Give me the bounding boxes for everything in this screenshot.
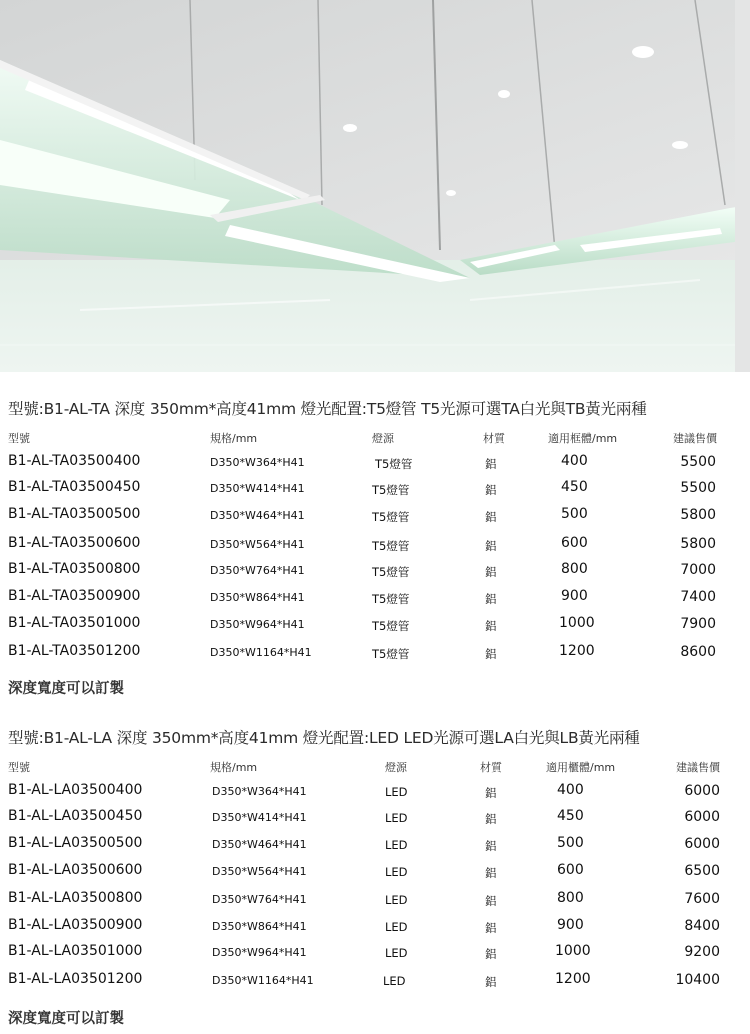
cell-material: 鋁 (485, 812, 497, 826)
cell-price: 8600 (680, 644, 716, 660)
cell-model: B1-AL-LA03500400 (8, 782, 143, 798)
cell-frame: 600 (561, 535, 588, 551)
cell-spec: D350*W864*H41 (210, 591, 305, 604)
cell-frame: 500 (561, 506, 588, 522)
cell-model: B1-AL-LA03500500 (8, 835, 143, 851)
header-material: 材質 (483, 432, 505, 445)
cell-model: B1-AL-LA03501200 (8, 971, 143, 987)
cell-source: LED (385, 811, 408, 825)
cell-price: 5500 (680, 480, 716, 496)
cell-frame: 400 (557, 782, 584, 798)
cell-spec: D350*W414*H41 (212, 811, 307, 824)
cell-source: T5燈管 (372, 619, 410, 633)
cell-model: B1-AL-TA03500450 (8, 479, 141, 495)
header-spec: 規格/mm (210, 761, 258, 774)
cell-model: B1-AL-TA03500400 (8, 453, 141, 469)
cell-frame: 450 (561, 479, 588, 495)
custom-size-note: 深度寬度可以訂製 (8, 1011, 124, 1027)
cell-spec: D350*W414*H41 (210, 482, 305, 495)
header-model: 型號 (8, 432, 30, 445)
cell-material: 鋁 (485, 483, 497, 497)
cell-spec: D350*W564*H41 (210, 538, 305, 551)
cell-spec: D350*W864*H41 (212, 920, 307, 933)
header-spec: 規格/mm (210, 432, 258, 445)
cell-source: T5燈管 (372, 647, 410, 661)
cell-material: 鋁 (485, 866, 497, 880)
cell-source: T5燈管 (375, 457, 413, 471)
cell-frame: 400 (561, 453, 588, 469)
cell-frame: 800 (561, 561, 588, 577)
header-model: 型號 (8, 761, 30, 774)
cell-model: B1-AL-TA03501000 (8, 615, 141, 631)
cell-price: 6000 (684, 783, 720, 799)
header-source: 燈源 (372, 432, 394, 445)
cell-model: B1-AL-LA03501000 (8, 943, 143, 959)
header-material: 材質 (480, 761, 502, 774)
cell-price: 6000 (684, 836, 720, 852)
section-title: 型號:B1-AL-LA 深度 350mm*高度41mm 燈光配置:LED LED光源可選LA白光與LB黃光兩種 (8, 729, 640, 747)
cell-material: 鋁 (485, 592, 497, 606)
cell-model: B1-AL-TA03500500 (8, 506, 141, 522)
section-title: 型號:B1-AL-TA 深度 350mm*高度41mm 燈光配置:T5燈管 T5光源可選TA白光與TB黃光兩種 (8, 400, 647, 418)
cell-spec: D350*W364*H41 (212, 785, 307, 798)
cell-source: LED (385, 920, 408, 934)
cell-model: B1-AL-TA03500900 (8, 588, 141, 604)
cell-source: T5燈管 (372, 539, 410, 553)
cell-price: 7900 (680, 616, 716, 632)
cell-price: 7000 (680, 562, 716, 578)
header-source: 燈源 (385, 761, 407, 774)
cell-frame: 1000 (559, 615, 595, 631)
cell-frame: 1200 (559, 643, 595, 659)
cell-material: 鋁 (485, 647, 497, 661)
cell-price: 5800 (680, 507, 716, 523)
cell-frame: 800 (557, 890, 584, 906)
cell-spec: D350*W564*H41 (212, 865, 307, 878)
cell-spec: D350*W764*H41 (210, 564, 305, 577)
cell-price: 6000 (684, 809, 720, 825)
cell-spec: D350*W764*H41 (212, 893, 307, 906)
cell-price: 8400 (684, 918, 720, 934)
cell-frame: 900 (561, 588, 588, 604)
product-photo (0, 0, 750, 372)
cell-price: 7600 (684, 891, 720, 907)
cell-material: 鋁 (485, 839, 497, 853)
cell-spec: D350*W464*H41 (210, 509, 305, 522)
cell-material: 鋁 (485, 786, 497, 800)
cell-frame: 900 (557, 917, 584, 933)
cell-model: B1-AL-LA03500450 (8, 808, 143, 824)
cell-spec: D350*W364*H41 (210, 456, 305, 469)
cell-source: T5燈管 (372, 483, 410, 497)
cell-source: LED (385, 838, 408, 852)
header-frame: 適用框體/mm (548, 432, 618, 445)
cell-source: LED (385, 893, 408, 907)
cell-frame: 600 (557, 862, 584, 878)
cell-model: B1-AL-TA03500600 (8, 535, 141, 551)
cell-frame: 1200 (555, 971, 591, 987)
cell-material: 鋁 (485, 894, 497, 908)
cell-price: 9200 (684, 944, 720, 960)
cell-spec: D350*W964*H41 (210, 618, 305, 631)
cell-spec: D350*W1164*H41 (210, 646, 312, 659)
cell-material: 鋁 (485, 619, 497, 633)
cell-material: 鋁 (485, 510, 497, 524)
cell-price: 6500 (684, 863, 720, 879)
cell-spec: D350*W1164*H41 (212, 974, 314, 987)
cell-source: LED (385, 865, 408, 879)
cell-model: B1-AL-TA03501200 (8, 643, 141, 659)
cell-source: LED (383, 974, 406, 988)
cell-source: T5燈管 (372, 592, 410, 606)
cell-material: 鋁 (485, 921, 497, 935)
cell-price: 10400 (675, 972, 720, 988)
cell-model: B1-AL-TA03500800 (8, 561, 141, 577)
cell-source: T5燈管 (372, 510, 410, 524)
cell-frame: 450 (557, 808, 584, 824)
cell-frame: 500 (557, 835, 584, 851)
cell-material: 鋁 (485, 947, 497, 961)
cell-model: B1-AL-LA03500900 (8, 917, 143, 933)
cell-material: 鋁 (485, 457, 497, 471)
cell-price: 5500 (680, 454, 716, 470)
cell-material: 鋁 (485, 565, 497, 579)
header-frame: 適用櫃體/mm (546, 761, 616, 774)
custom-size-note: 深度寬度可以訂製 (8, 681, 124, 697)
cell-price: 7400 (680, 589, 716, 605)
cell-model: B1-AL-LA03500600 (8, 862, 143, 878)
cell-source: LED (385, 785, 408, 799)
cell-model: B1-AL-LA03500800 (8, 890, 143, 906)
cell-source: LED (385, 946, 408, 960)
header-price: 建議售價 (676, 761, 720, 774)
cell-frame: 1000 (555, 943, 591, 959)
header-price: 建議售價 (673, 432, 717, 445)
cell-source: T5燈管 (372, 565, 410, 579)
cell-spec: D350*W464*H41 (212, 838, 307, 851)
cell-spec: D350*W964*H41 (212, 946, 307, 959)
cell-material: 鋁 (485, 539, 497, 553)
cell-material: 鋁 (485, 975, 497, 989)
cell-price: 5800 (680, 536, 716, 552)
cabinet-lighting-illustration (0, 0, 750, 372)
